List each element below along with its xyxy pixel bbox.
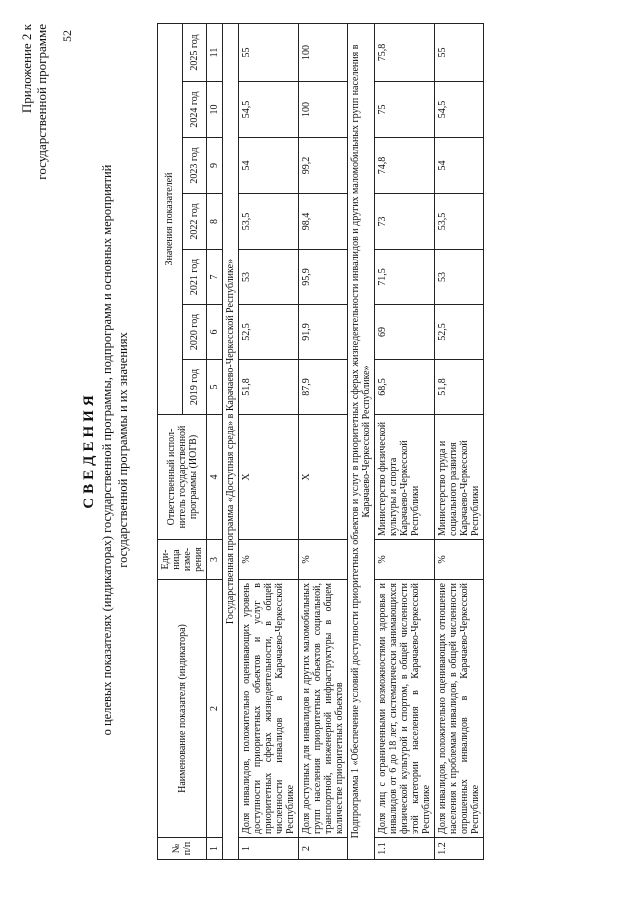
value-cell: 52,5 [435,305,484,360]
appendix-line-1: Приложение 2 к [19,24,34,114]
value-cell: 52,5 [239,305,299,360]
value-cell: 54 [239,138,299,194]
unit-cell: % [239,540,299,580]
column-number: 8 [207,194,223,250]
value-cell: 54 [435,138,484,194]
document-subtitle-1: о целевых показателях (индикаторах) государственной программы, подпрограмм и основных мероприятий [100,164,114,736]
column-number: 4 [207,415,223,540]
header-unit: Еди-ница изме-рения [158,540,207,580]
document-sheet [15,10,625,890]
table-row [435,23,484,859]
header-row-1 [158,23,183,859]
value-cell: 71,5 [375,250,435,305]
executor-cell: Министерство физической культуры и спорта Карачаево-Черкесской Республики [375,415,435,540]
column-number: 5 [207,360,223,415]
column-number: 10 [207,82,223,138]
row-number: 1.2 [435,838,484,860]
rows-group-b [375,23,484,859]
value-cell: 100 [299,23,348,81]
header-values-group: Значения показателей [158,23,183,414]
table-row [239,23,299,859]
value-cell: 95,9 [299,250,348,305]
value-cell: 55 [239,23,299,81]
indicators-table [157,23,484,860]
appendix-note [19,24,49,180]
header-year: 2020 год [182,305,207,360]
value-cell: 51,8 [239,360,299,415]
column-number: 1 [207,838,223,860]
header-year: 2024 год [182,82,207,138]
column-number-row [207,23,223,859]
value-cell: 69 [375,305,435,360]
value-cell: 91,9 [299,305,348,360]
value-cell: 53 [435,250,484,305]
title-block [81,10,130,890]
section-row-program [223,23,239,859]
value-cell: 75,8 [375,23,435,81]
row-number: 2 [299,838,348,860]
header-year: 2023 год [182,138,207,194]
value-cell: 74,8 [375,138,435,194]
unit-cell: % [299,540,348,580]
executor-cell: Х [239,415,299,540]
value-cell: 54,5 [435,82,484,138]
value-cell: 53,5 [435,194,484,250]
page-number: 52 [60,30,74,42]
unit-cell: % [375,540,435,580]
document-subtitle-2: государственной программы и их значениях [116,332,130,568]
value-cell: 54,5 [239,82,299,138]
header-year: 2019 год [182,360,207,415]
indicator-name: Доля инвалидов, положительно оценивающих отношение населения к проблемам инвалидов, в общей численности опрошенных инвалидов в Карачаево-Черкесской Республике [435,580,484,838]
table-row [375,23,435,859]
value-cell: 75 [375,82,435,138]
column-number: 7 [207,250,223,305]
indicator-name: Доля лиц с ограниченными возможностями здоровья и инвалидов от 6 до 18 лет, систематически занимающихся физической культурой и спортом, в общей численности этой категории населения в Карачаево-Черкесской Республике [375,580,435,838]
value-cell: 53,5 [239,194,299,250]
table-row [299,23,348,859]
value-cell: 100 [299,82,348,138]
header-executor: Ответственный испол-нитель государственной программы (ИОГВ) [158,415,207,540]
header-name: Наименование показателя (индикатора) [158,580,207,838]
indicator-name: Доля доступных для инвалидов и других маломобильных групп населения приоритетных объектов социальной, транспортной, инженерной инфраструктуры в общем количестве приоритетных объектов [299,580,348,838]
row-number: 1 [239,838,299,860]
value-cell: 53 [239,250,299,305]
column-number: 9 [207,138,223,194]
section-title: Государственная программа «Доступная среда» в Карачаево-Черкесской Республике» [223,23,239,859]
value-cell: 55 [435,23,484,81]
value-cell: 51,8 [435,360,484,415]
value-cell: 99,2 [299,138,348,194]
header-year: 2022 год [182,194,207,250]
header-no: № п/п [158,838,207,860]
value-cell: 98,4 [299,194,348,250]
executor-cell: Министерство труда и социального развития Карачаево-Черкесской Республики [435,415,484,540]
value-cell: 73 [375,194,435,250]
section-title: Подпрограмма 1 «Обеспечение условий доступности приоритетных объектов и услуг в приоритетных сферах жизнедеятельности инвалидов и других маломобильных групп населения в Карачаево-Черкесской Республике» [348,23,375,859]
row-number: 1.1 [375,838,435,860]
column-number: 11 [207,23,223,81]
column-number: 6 [207,305,223,360]
document-title: СВЕДЕНИЯ [81,391,97,509]
value-cell: 68,5 [375,360,435,415]
rows-group-a [239,23,348,859]
value-cell: 87,9 [299,360,348,415]
indicator-name: Доля инвалидов, положительно оценивающих уровень доступности приоритетных объектов и услуг в приоритетных сферах жизнедеятельности, в общей численности инвалидов в Карачаево-Черкесской Республике [239,580,299,838]
unit-cell: % [435,540,484,580]
appendix-line-2: государственной программе [34,24,49,180]
header-year: 2021 год [182,250,207,305]
section-row-subprogram [348,23,375,859]
column-number: 2 [207,580,223,838]
header-year: 2025 год [182,23,207,81]
executor-cell: Х [299,415,348,540]
column-number: 3 [207,540,223,580]
